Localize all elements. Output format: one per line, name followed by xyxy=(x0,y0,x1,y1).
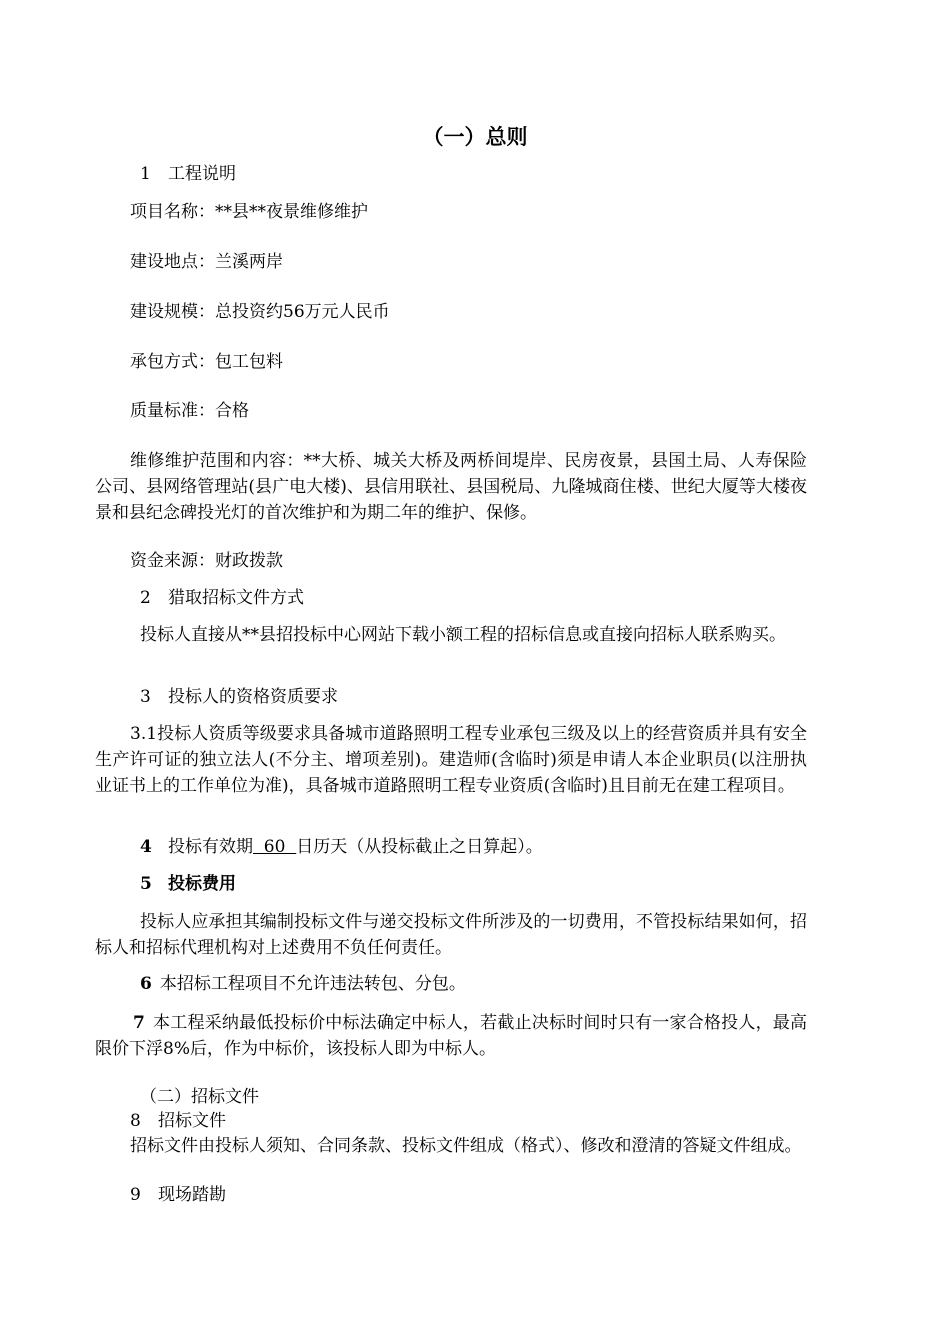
contract-method: 承包方式：包工包料 xyxy=(130,352,283,372)
clause-1-heading xyxy=(140,161,818,187)
clause-title: 现场踏勘 xyxy=(158,1185,226,1205)
clause-6-text: 本招标工程项目不允许违法转包、分包。 xyxy=(159,974,466,994)
clause-number: 7 xyxy=(133,1013,145,1033)
clause-9-heading xyxy=(130,1182,808,1208)
construction-location: 建设地点：兰溪两岸 xyxy=(130,252,283,272)
clause-title: 猎取招标文件方式 xyxy=(168,588,304,608)
clause-2-text: 投标人直接从**县招投标中心网站下载小额工程的招标信息或直接向招标人联系购买。 xyxy=(140,625,786,645)
clause-4 xyxy=(140,834,818,860)
clause-3-heading xyxy=(140,684,818,710)
clause-5-heading xyxy=(140,871,818,897)
clause-title: 工程说明 xyxy=(168,164,236,184)
validity-days: 60 xyxy=(253,837,297,857)
clause-number: 8 xyxy=(130,1111,141,1131)
clause-5-text: 投标人应承担其编制投标文件与递交投标文件所涉及的一切费用，不管投标结果如何，招标人和招标代理机构对上述费用不负任何责任。 xyxy=(95,912,807,958)
part-2-heading: （二）招标文件 xyxy=(140,1087,259,1107)
clause-8-text: 招标文件由投标人须知、合同条款、投标文件组成（格式）、修改和澄清的答疑文件组成。 xyxy=(130,1136,802,1156)
clause-number: 3 xyxy=(140,687,151,707)
clause-number: 5 xyxy=(140,874,152,894)
section-heading: （一）总则 xyxy=(422,125,528,149)
clause-6 xyxy=(140,971,818,997)
clause-8-heading xyxy=(130,1108,808,1134)
maintenance-scope: 维修维护范围和内容：**大桥、城关大桥及两桥间堤岸、民房夜景，县国土局、人寿保险公司、县网络管理站(县广电大楼)、县信用联社、县国税局、九隆城商住楼、世纪大厦等大楼夜景和县纪念碑投光灯的首次维护和为期二年的维护、保修。 xyxy=(95,451,807,523)
clause-7-text: 本工程采纳最低投标价中标法确定中标人，若截止决标时间时只有一家合格投人，最高限价下浮8%后，作为中标价，该投标人即为中标人。 xyxy=(95,1013,807,1059)
clause-number: 2 xyxy=(140,588,151,608)
clause-3-text: 3.1投标人资质等级要求具备城市道路照明工程专业承包三级及以上的经营资质并具有安全生产许可证的独立法人(不分主、增项差别)。建造师(含临时)须是申请人本企业职员(以注册执业证书上的工作单位为准)，具备城市道路照明工程专业资质(含临时)且目前无在建工程项目。 xyxy=(95,724,807,796)
clause-4-pre: 投标有效期 xyxy=(168,837,253,857)
clause-number: 4 xyxy=(140,837,152,857)
clause-2-heading xyxy=(140,585,818,611)
clause-7 xyxy=(95,1010,807,1062)
clause-title: 投标费用 xyxy=(168,874,236,894)
clause-number: 6 xyxy=(140,974,152,994)
construction-scale: 建设规模：总投资约56万元人民币 xyxy=(130,302,390,322)
funding-source: 资金来源：财政拨款 xyxy=(130,551,283,571)
project-name: 项目名称：**县**夜景维修维护 xyxy=(130,202,368,222)
clause-number: 9 xyxy=(130,1185,141,1205)
clause-4-post: 日历天（从投标截止之日算起）。 xyxy=(296,837,543,857)
clause-title: 投标人的资格资质要求 xyxy=(168,687,338,707)
quality-standard: 质量标准：合格 xyxy=(130,401,249,421)
clause-number: 1 xyxy=(140,164,151,184)
clause-title: 招标文件 xyxy=(158,1111,226,1131)
